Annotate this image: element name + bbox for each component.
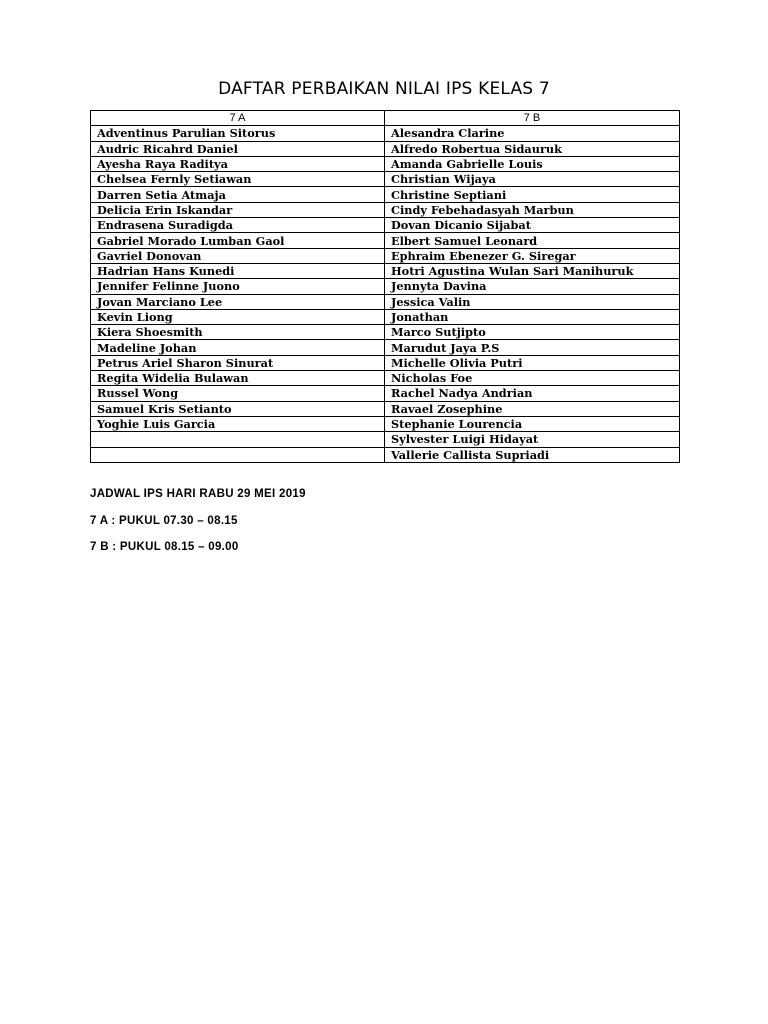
student-7a-cell: Madeline Johan [91, 340, 385, 355]
table-header-row [91, 111, 680, 126]
table-row [91, 447, 680, 462]
table-row [91, 263, 680, 278]
student-7b-cell: Sylvester Luigi Hidayat [385, 432, 680, 447]
student-7a-cell: Darren Setia Atmaja [91, 187, 385, 202]
student-7b-cell: Michelle Olivia Putri [385, 355, 680, 370]
table-row [91, 126, 680, 141]
student-7b-cell: Amanda Gabrielle Louis [385, 156, 680, 171]
column-header-7a: 7 A [91, 111, 385, 126]
student-7b-cell: Ephraim Ebenezer G. Siregar [385, 248, 680, 263]
table-row [91, 355, 680, 370]
table-row [91, 432, 680, 447]
student-7b-cell: Stephanie Lourencia [385, 416, 680, 431]
student-7a-cell: Petrus Ariel Sharon Sinurat [91, 355, 385, 370]
table-row [91, 202, 680, 217]
table-row [91, 187, 680, 202]
student-7a-cell: Chelsea Fernly Setiawan [91, 172, 385, 187]
student-7a-cell: Audric Ricahrd Daniel [91, 141, 385, 156]
table-row [91, 416, 680, 431]
table-row [91, 279, 680, 294]
student-7b-cell: Jennyta Davina [385, 279, 680, 294]
student-7b-cell: Marco Sutjipto [385, 325, 680, 340]
student-7b-cell: Hotri Agustina Wulan Sari Manihuruk [385, 263, 680, 278]
table-row [91, 172, 680, 187]
roster-table [90, 110, 680, 463]
student-7a-cell: Delicia Erin Iskandar [91, 202, 385, 217]
student-7a-cell: Kevin Liong [91, 309, 385, 324]
student-7a-cell: Yoghie Luis Garcia [91, 416, 385, 431]
student-7a-cell: Jennifer Felinne Juono [91, 279, 385, 294]
table-row [91, 325, 680, 340]
student-7a-cell: Gabriel Morado Lumban Gaol [91, 233, 385, 248]
table-row [91, 141, 680, 156]
column-header-7b: 7 B [385, 111, 680, 126]
student-7a-cell: Kiera Shoesmith [91, 325, 385, 340]
schedule-7b: 7 B : PUKUL 08.15 – 09.00 [90, 541, 239, 553]
student-7b-cell: Marudut Jaya P.S [385, 340, 680, 355]
student-7b-cell: Christian Wijaya [385, 172, 680, 187]
student-7b-cell: Vallerie Callista Supriadi [385, 447, 680, 462]
student-7b-cell: Ravael Zosephine [385, 401, 680, 416]
student-7b-cell: Rachel Nadya Andrian [385, 386, 680, 401]
student-7a-cell: Russel Wong [91, 386, 385, 401]
student-7b-cell: Jonathan [385, 309, 680, 324]
schedule-7a: 7 A : PUKUL 07.30 – 08.15 [90, 515, 238, 527]
student-7b-cell: Alfredo Robertua Sidauruk [385, 141, 680, 156]
schedule-heading: JADWAL IPS HARI RABU 29 MEI 2019 [90, 488, 306, 500]
student-7b-cell: Nicholas Foe [385, 371, 680, 386]
table-row [91, 294, 680, 309]
student-7b-cell: Christine Septiani [385, 187, 680, 202]
student-7a-cell: Hadrian Hans Kunedi [91, 263, 385, 278]
student-7a-cell: Samuel Kris Setianto [91, 401, 385, 416]
student-7a-cell [91, 432, 385, 447]
table-row [91, 340, 680, 355]
table-row [91, 233, 680, 248]
roster-body [91, 126, 680, 463]
table-row [91, 309, 680, 324]
table-row [91, 401, 680, 416]
student-7a-cell [91, 447, 385, 462]
table-row [91, 156, 680, 171]
student-7b-cell: Alesandra Clarine [385, 126, 680, 141]
student-7a-cell: Regita Widelia Bulawan [91, 371, 385, 386]
student-7a-cell: Adventinus Parulian Sitorus [91, 126, 385, 141]
student-7a-cell: Gavriel Donovan [91, 248, 385, 263]
page-title: DAFTAR PERBAIKAN NILAI IPS KELAS 7 [218, 79, 550, 99]
student-7b-cell: Dovan Dicanio Sijabat [385, 218, 680, 233]
table-row [91, 248, 680, 263]
table-row [91, 371, 680, 386]
table-row [91, 218, 680, 233]
student-7a-cell: Ayesha Raya Raditya [91, 156, 385, 171]
student-7a-cell: Jovan Marciano Lee [91, 294, 385, 309]
student-7b-cell: Elbert Samuel Leonard [385, 233, 680, 248]
table-row [91, 386, 680, 401]
student-7a-cell: Endrasena Suradigda [91, 218, 385, 233]
student-7b-cell: Cindy Febehadasyah Marbun [385, 202, 680, 217]
student-7b-cell: Jessica Valin [385, 294, 680, 309]
